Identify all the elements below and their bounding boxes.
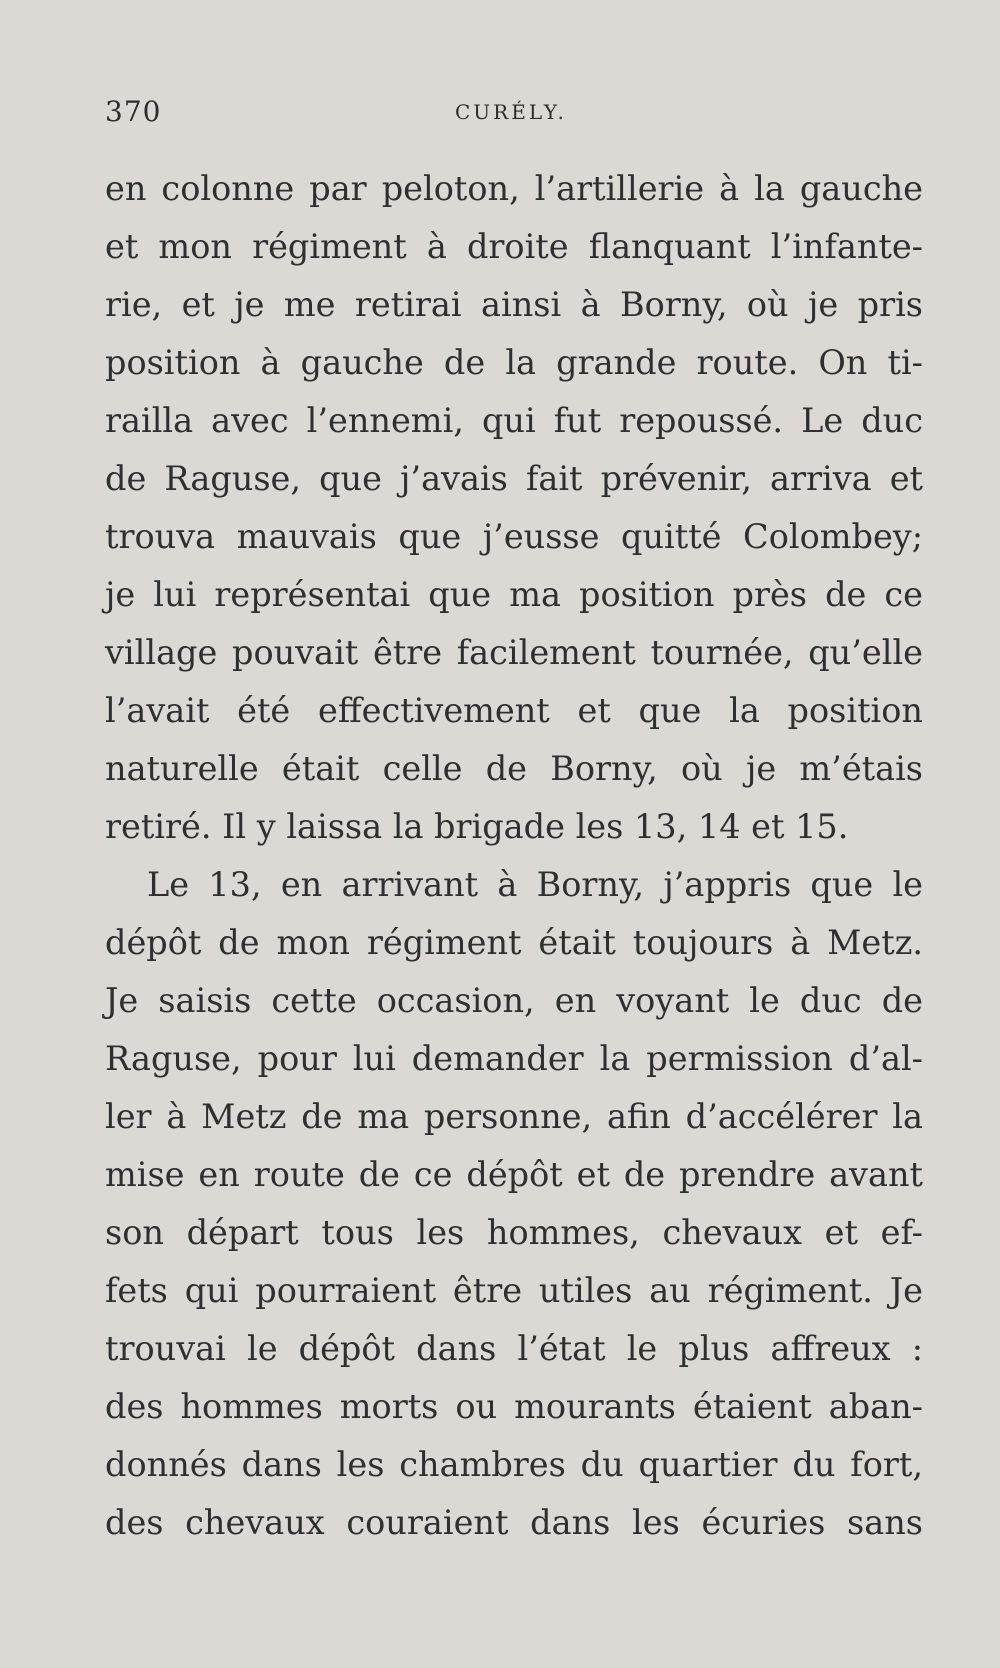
text-line: son départ tous les hommes, chevaux et ef- bbox=[105, 1213, 923, 1252]
text-line: trouvai le dépôt dans l’état le plus affreux : bbox=[105, 1329, 923, 1368]
text-line: ler à Metz de ma personne, afin d’accélérer la bbox=[105, 1097, 923, 1136]
text-line: mise en route de ce dépôt et de prendre avant bbox=[105, 1155, 923, 1194]
text-line: fets qui pourraient être utiles au régiment. Je bbox=[105, 1271, 923, 1310]
text-line: je lui représentai que ma position près de ce bbox=[105, 575, 923, 614]
text-line: dépôt de mon régiment était toujours à Metz. bbox=[105, 923, 923, 962]
text-line: des chevaux couraient dans les écuries sans bbox=[105, 1503, 923, 1542]
body-text bbox=[105, 160, 923, 1552]
running-head: CURÉLY. bbox=[455, 100, 567, 124]
text-line: village pouvait être facilement tournée, qu’elle bbox=[105, 633, 923, 672]
text-line: des hommes morts ou mourants étaient aban- bbox=[105, 1387, 923, 1426]
text-line: retiré. Il y laissa la brigade les 13, 14 et 15. bbox=[105, 807, 849, 846]
page-header bbox=[105, 95, 920, 135]
text-line: l’avait été effectivement et que la position bbox=[105, 691, 923, 730]
text-line: Raguse, pour lui demander la permission d’al- bbox=[105, 1039, 923, 1078]
text-line: naturelle était celle de Borny, où je m’étais bbox=[105, 749, 923, 788]
text-line: de Raguse, que j’avais fait prévenir, arriva et bbox=[105, 459, 923, 498]
text-line: position à gauche de la grande route. On ti- bbox=[105, 343, 923, 382]
page-number: 370 bbox=[105, 95, 162, 128]
text-line: donnés dans les chambres du quartier du fort, bbox=[105, 1445, 923, 1484]
text-line: et mon régiment à droite flanquant l’infante- bbox=[105, 227, 923, 266]
text-line: Le 13, en arrivant à Borny, j’appris que le bbox=[147, 865, 923, 904]
text-line: trouva mauvais que j’eusse quitté Colombey; bbox=[105, 517, 923, 556]
text-line: en colonne par peloton, l’artillerie à la gauche bbox=[105, 169, 923, 208]
text-line: rie, et je me retirai ainsi à Borny, où je pris bbox=[105, 285, 923, 324]
text-line: railla avec l’ennemi, qui fut repoussé. Le duc bbox=[105, 401, 923, 440]
text-line: Je saisis cette occasion, en voyant le duc de bbox=[105, 981, 923, 1020]
